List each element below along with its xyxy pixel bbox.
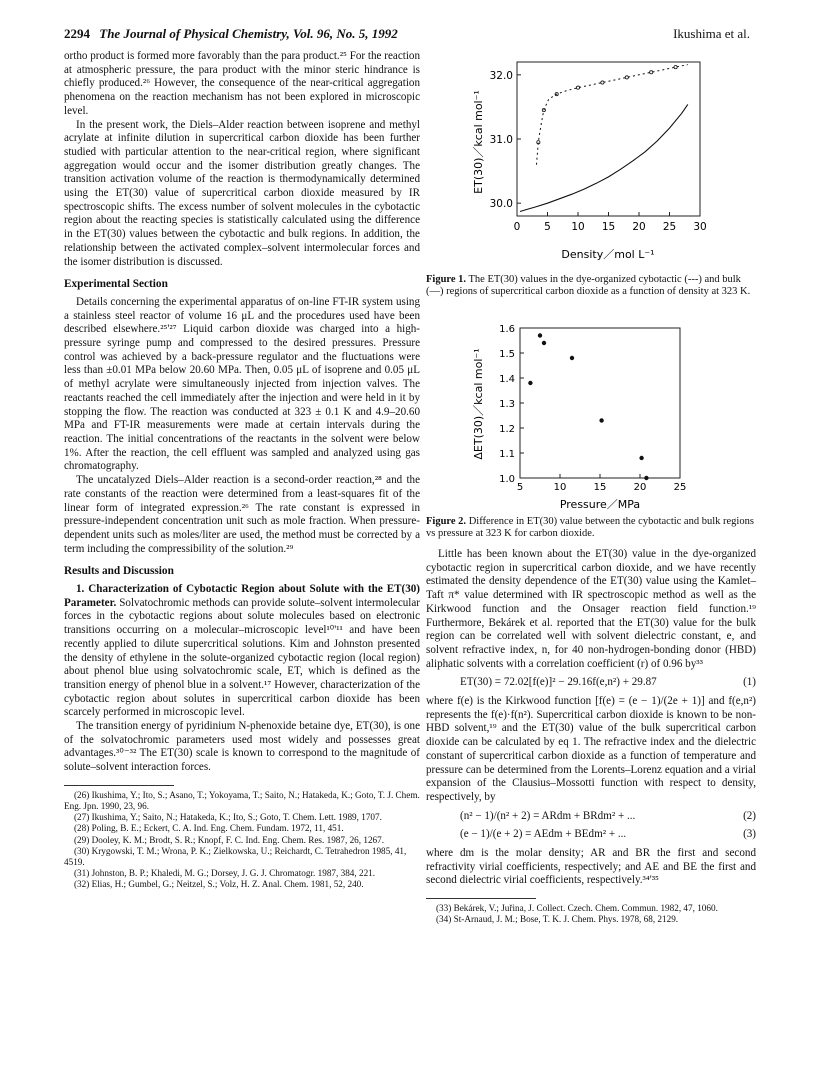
page-header <box>64 26 750 46</box>
subsection-heading: 1. Characterization of Cybotactic Region about Solute with the ET(30) Parameter. <box>64 583 420 609</box>
figure-1-chart <box>460 52 720 272</box>
data-point <box>639 456 643 460</box>
data-point <box>528 381 532 385</box>
y-tick-label: 32.0 <box>489 69 513 82</box>
journal-title: The Journal of Physical Chemistry, Vol. 96, No. 5, 1992 <box>99 26 398 41</box>
data-point <box>570 356 574 360</box>
cybotactic-marker <box>650 71 653 74</box>
footnote: (28) Poling, B. E.; Eckert, C. A. Ind. Eng. Chem. Fundam. 1972, 11, 451. <box>74 823 344 834</box>
footnote: (26) Ikushima, Y.; Ito, S.; Asano, T.; Yokoyama, T.; Saito, N.; Hatakeda, K.; Goto, T. J. Chem. Eng. Jpn. 1990, 23, 96. <box>64 789 420 812</box>
x-tick-label: 15 <box>601 221 616 233</box>
footnote: (29) Dooley, K. M.; Brodt, S. R.; Knopf, F. C. Ind. Eng. Chem. Res. 1987, 26, 1267. <box>74 834 385 845</box>
footnote: (32) Elias, H.; Gumbel, G.; Neitzel, S.; Volz, H. Z. Anal. Chem. 1981, 52, 240. <box>74 879 364 890</box>
footnote-rule <box>64 785 174 786</box>
footnotes-right <box>426 903 756 925</box>
y-tick-label: 30.0 <box>489 198 513 211</box>
equation-number: (1) <box>743 676 756 689</box>
equation-text: (n² − 1)/(n² + 2) = ARdm + BRdm² + ... <box>460 809 636 822</box>
x-tick-label: 0 <box>513 221 521 233</box>
page-number: 2294 <box>64 26 90 41</box>
data-point <box>542 341 546 345</box>
figure-2-chart <box>460 318 720 518</box>
x-tick-label: 30 <box>693 221 707 233</box>
paragraph: where f(e) is the Kirkwood function [f(e) = (e − 1)/(2e + 1)] and f(e,n²) represents the f(e)·f(n²). Supercritical carbon dioxide is known to be non-HBD solvent,¹⁹ and the ET(30) value of the bulk supercritical carbon dioxide can be calculated by eq 1. The refractive index and the dielectric constant of supercritical carbon dioxide as a function of temperature and pressure can be determined from the Lorents–Lorenz equation and a virial expansion of the Clausius–Mossotti function with respect to density, respectively, by <box>426 695 756 803</box>
y-axis-label: ET(30)／kcal mol⁻¹ <box>472 90 485 194</box>
y-tick-label: 1.0 <box>499 474 515 485</box>
x-tick-label: 25 <box>662 221 677 233</box>
equation-number: (3) <box>743 828 756 841</box>
cybotactic-marker <box>601 81 604 84</box>
footnotes-left <box>64 790 420 891</box>
caption-text: The ET(30) values in the dye-organized cybotactic (---) and bulk (—) regions of supercritical carbon dioxide as a function of density at 323 K. <box>426 274 751 298</box>
footnote: (27) Ikushima, Y.; Saito, N.; Hatakeda, K.; Ito, S.; Goto, T. Chem. Lett. 1989, 1707. <box>74 812 382 823</box>
left-column <box>64 50 420 891</box>
paragraph: where dm is the molar density; AR and BR the first and second refractivity virial coefficients, respectively; and AE and BE the first and second dielectric virial coefficients, respectively.³⁴'³⁵ <box>426 847 756 887</box>
data-point <box>538 333 542 337</box>
footnote: (34) St-Arnaud, J. M.; Bose, T. K. J. Chem. Phys. 1978, 68, 2129. <box>436 914 679 925</box>
equation-text: (e − 1)/(e + 2) = AEdm + BEdm² + ... <box>460 828 627 841</box>
equation-1 <box>426 676 756 690</box>
paragraph: Solvatochromic methods can provide solute–solvent intermolecular forces in the cybotactic regions about solute molecules based on electronic transitions occurring on a molecular–microscopic level¹⁰'¹¹ and have been recently applied to dilute supercritical solutions. Kim and Johnston presented the density of ethylene in the solute-organized cybotactic region (local region) about phenol blue using solvatochromic scale, ET, which is defined as the transition energy of phenol blue in a solvent.¹⁷ However, characterization of the cybotactic region about solutes in supercritical carbon dioxide has been scarcely performed in microscopic level. <box>64 596 421 719</box>
data-point <box>599 418 603 422</box>
plot-frame <box>520 328 680 478</box>
equation-2 <box>426 810 756 824</box>
x-tick-label: 20 <box>632 221 646 233</box>
y-tick-label: 1.6 <box>499 324 515 335</box>
caption-text: Difference in ET(30) value between the cybotactic and bulk regions vs pressure at 323 K for carbon dioxide. <box>426 516 754 540</box>
x-tick-label: 10 <box>571 221 585 233</box>
y-tick-label: 1.3 <box>499 399 515 410</box>
caption-label: Figure 1. <box>426 274 467 285</box>
right-column <box>426 548 756 926</box>
x-tick-label: 20 <box>633 482 647 493</box>
paragraph: ortho product is formed more favorably than the para product.²⁵ For the reaction at atmospheric pressure, the para product with the minor steric hindrance is chiefly produced.²⁶ However, the consequence of the near-critical aggregation phenomena on the reaction mechanism has not been explored in microscopic level. <box>64 50 420 117</box>
cybotactic-series-line <box>537 65 688 165</box>
equation-number: (2) <box>743 809 756 822</box>
y-tick-label: 1.2 <box>499 424 515 435</box>
equation-text: ET(30) = 72.02[f(e)]² − 29.16f(e,n²) + 29.87 <box>460 676 657 689</box>
x-tick-label: 25 <box>673 482 687 493</box>
y-tick-label: 1.5 <box>499 349 515 360</box>
paragraph: In the present work, the Diels–Alder reaction between isoprene and methyl acrylate at infinite dilution in supercritical carbon dioxide has been further studied with particular attention to the near-critical region, where significant aggregation would occur and the isomer distribution greatly changes. The transition activation volume of the reaction is thermodynamically determined using the ET(30) value of supercritical carbon dioxide measured by IR spectroscopic shifts. The excess number of solvent molecules in the cybotactic region about the reacting species is statistically calculated using the difference in the ET(30) values between the cybotactic and bulk regions. In addition, the relationship between the activated complex–solvent intermolecular forces and the isomer distribution is discussed. <box>64 118 420 268</box>
section-heading-results: Results and Discussion <box>64 565 174 578</box>
y-tick-label: 1.1 <box>499 449 515 460</box>
y-tick-label: 31.0 <box>489 134 513 146</box>
x-tick-label: 15 <box>593 482 607 493</box>
footnote: (31) Johnston, B. P.; Khaledi, M. G.; Dorsey, J. G. J. Chromatogr. 1987, 384, 221. <box>74 868 376 879</box>
data-point <box>644 476 648 480</box>
x-axis-label: Pressure／MPa <box>559 498 641 511</box>
x-axis-label: Density／mol L⁻¹ <box>561 248 655 261</box>
x-tick-label: 10 <box>553 482 567 493</box>
equation-3 <box>426 828 756 842</box>
y-tick-label: 1.4 <box>499 374 515 385</box>
caption-label: Figure 2. <box>426 516 467 527</box>
running-authors: Ikushima et al. <box>673 26 750 41</box>
section-heading-experimental: Experimental Section <box>64 278 168 291</box>
x-tick-label: 5 <box>516 482 524 493</box>
paragraph: Details concerning the experimental apparatus of on-line FT-IR system using a stainless steel reactor of volume 16 μL and the procedures used have been described elsewhere.²⁵'²⁷ Liquid carbon dioxide was charged into a high-pressure syringe pump and compressed to the desired pressures. Pressure control was achieved by a back-pressure regulator and the fluctuations were less than ±0.01 MPa below 20.60 MPa. Then, 0.05 μL of isoprene and 0.05 μL of methyl acrylate were simultaneously injected from injection valves. The reactants reached the cell immediately after the injection and were held in it by stopping the flow. The reaction was conducted at 323 ± 0.1 K and 4.9–20.60 MPa and FT-IR measurements were made at certain intervals during the reaction. The initial concentrations of the reactants in the solvent were below 1%. After the reaction, the cell effluent was sampled and analyzed using gas chromatography. <box>64 295 420 473</box>
x-tick-label: 5 <box>544 221 551 233</box>
footnote-rule <box>426 898 536 899</box>
bulk-series-line <box>520 104 688 211</box>
paragraph: Little has been known about the ET(30) value in the dye-organized cybotactic region in supercritical carbon dioxide, and we have recently estimated the density dependence of the ET(30) value using the Kamlet–Taft π* value determined with IR spectroscopic method as well as the Kirkwood function and the Onsager reaction field function.¹⁹ Furthermore, Bekárek et al. reported that the ET(30) value for the bulk region can be correlated well with solvent dielectric constant, e, and solvent refractive index, n, for 40 non-hydrogen-bonding donor (HBD) aliphatic solvents with a correlation coefficient (r) of 0.96 by³³ <box>426 548 756 670</box>
footnote: (33) Bekárek, V.; Juřina, J. Collect. Czech. Chem. Commun. 1982, 47, 1060. <box>436 903 718 914</box>
paragraph: The transition energy of pyridinium N-phenoxide betaine dye, ET(30), is one of the solvatochromic parameters used most widely and possesses great advantages.³⁰⁻³² The ET(30) scale is known to correspond to the magnitude of solute–solvent interaction forces. <box>64 720 420 774</box>
cybotactic-marker <box>625 76 628 79</box>
figure-1-caption <box>426 274 756 299</box>
y-axis-label: ΔET(30)／kcal mol⁻¹ <box>472 348 485 460</box>
paragraph: The uncatalyzed Diels–Alder reaction is a second-order reaction,²⁸ and the rate constants of the reaction were determined from a least-squares fit of the linear form of integrated expression.²⁶ The rate constant is expressed in pressure-independent concentration unit such as mole fraction. When pressure-dependent units such as moles/liter are used, the method must be corrected by a term including the compressibility of the solution.²⁹ <box>64 474 420 555</box>
cybotactic-marker <box>576 86 579 89</box>
cybotactic-marker <box>674 66 677 69</box>
plot-frame <box>517 62 700 216</box>
figure-2-caption <box>426 516 756 541</box>
footnote: (30) Krygowski, T. M.; Wrona, P. K.; Zielkowska, U.; Reichardt, C. Tetrahedron 1985, 41, 4519. <box>64 845 407 868</box>
